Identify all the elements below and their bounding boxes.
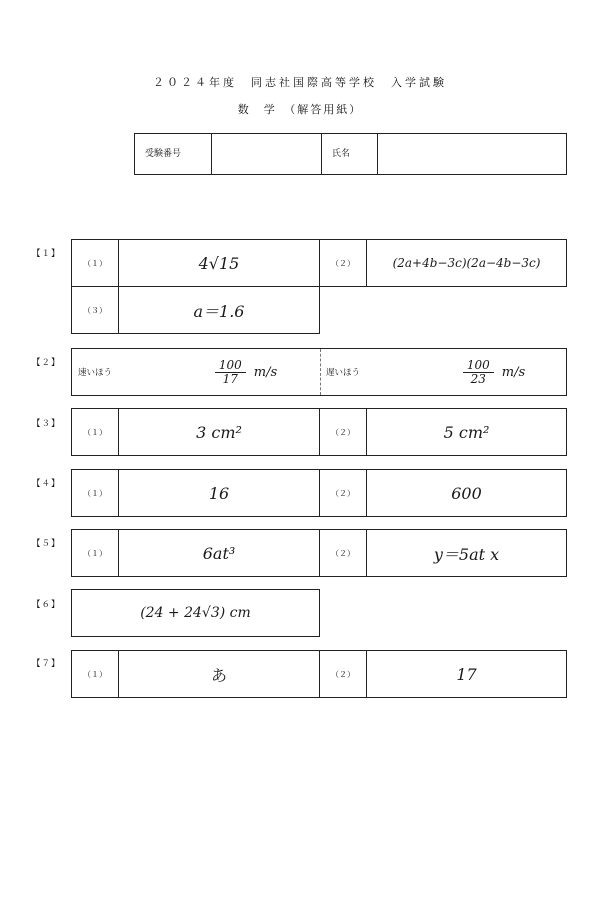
id-box	[134, 133, 567, 175]
part-label: （２）	[320, 651, 367, 697]
q5-part2-box	[319, 529, 567, 577]
answer-text: 5 cm²	[443, 422, 490, 442]
q1-part3-box	[71, 286, 320, 334]
page-title: ２０２４年度 同志社国際高等学校 入学試験	[153, 76, 447, 89]
answer-text: 16	[208, 483, 230, 503]
question-label: 【４】	[32, 479, 61, 489]
q6-box	[71, 589, 320, 637]
answer-text: (24 + 24√3) cm	[140, 605, 251, 621]
part-label: （２）	[320, 409, 367, 455]
answer-text: 6at³	[202, 543, 236, 563]
fraction-denominator: 17	[222, 371, 238, 386]
part-label: （２）	[320, 470, 367, 516]
answer-text: 3 cm²	[196, 422, 242, 442]
unit: m/s	[253, 364, 278, 380]
part-label: （３）	[72, 287, 119, 333]
part-label: （１）	[72, 409, 119, 455]
q1-part2-box	[319, 239, 567, 287]
q7-part1-box	[71, 650, 320, 698]
answer-slow	[422, 349, 566, 395]
answer-text: (2a+4b−3c)(2a−4b−3c)	[392, 256, 541, 270]
q4-part2-box	[319, 469, 567, 517]
unit: m/s	[501, 364, 526, 380]
answer-text: 600	[451, 483, 482, 503]
q3-part2-box	[319, 408, 567, 456]
question-label: 【２】	[32, 358, 61, 368]
fraction-numerator: 100	[215, 359, 246, 373]
part-label: （２）	[320, 530, 367, 576]
exam-number-label: 受験番号	[135, 134, 212, 174]
part-label: 遅いほう	[326, 368, 361, 378]
part-label: （１）	[72, 651, 119, 697]
name-field[interactable]	[378, 134, 566, 174]
part-label: （１）	[72, 470, 119, 516]
answer-text: あ	[210, 665, 227, 685]
q5-part1-box	[71, 529, 320, 577]
question-label: 【７】	[32, 659, 61, 669]
part-label: 速いほう	[78, 368, 113, 378]
q3-part1-box	[71, 408, 320, 456]
q1-part1-box	[71, 239, 320, 287]
part-label: （２）	[320, 240, 367, 286]
part-label: （１）	[72, 240, 119, 286]
answer-text: 4√15	[198, 253, 240, 273]
part-label: （１）	[72, 530, 119, 576]
q4-part1-box	[71, 469, 320, 517]
q2-box	[71, 348, 567, 396]
answer-fast	[172, 349, 320, 395]
question-label: 【６】	[32, 600, 61, 610]
question-label: 【１】	[32, 249, 61, 259]
fraction-numerator: 100	[463, 359, 494, 373]
fraction	[463, 359, 494, 386]
page-subtitle: 数 学 （解答用紙）	[237, 103, 363, 116]
question-label: 【３】	[32, 419, 61, 429]
answer-text: 17	[456, 664, 477, 684]
fraction-denominator: 23	[470, 371, 486, 386]
answer-text: y＝5at x	[433, 544, 500, 564]
exam-number-field[interactable]	[212, 134, 322, 174]
question-label: 【５】	[32, 539, 61, 549]
q7-part2-box	[319, 650, 567, 698]
name-label: 氏名	[322, 134, 378, 174]
answer-text: a＝1.6	[193, 301, 245, 321]
fraction	[215, 359, 246, 386]
